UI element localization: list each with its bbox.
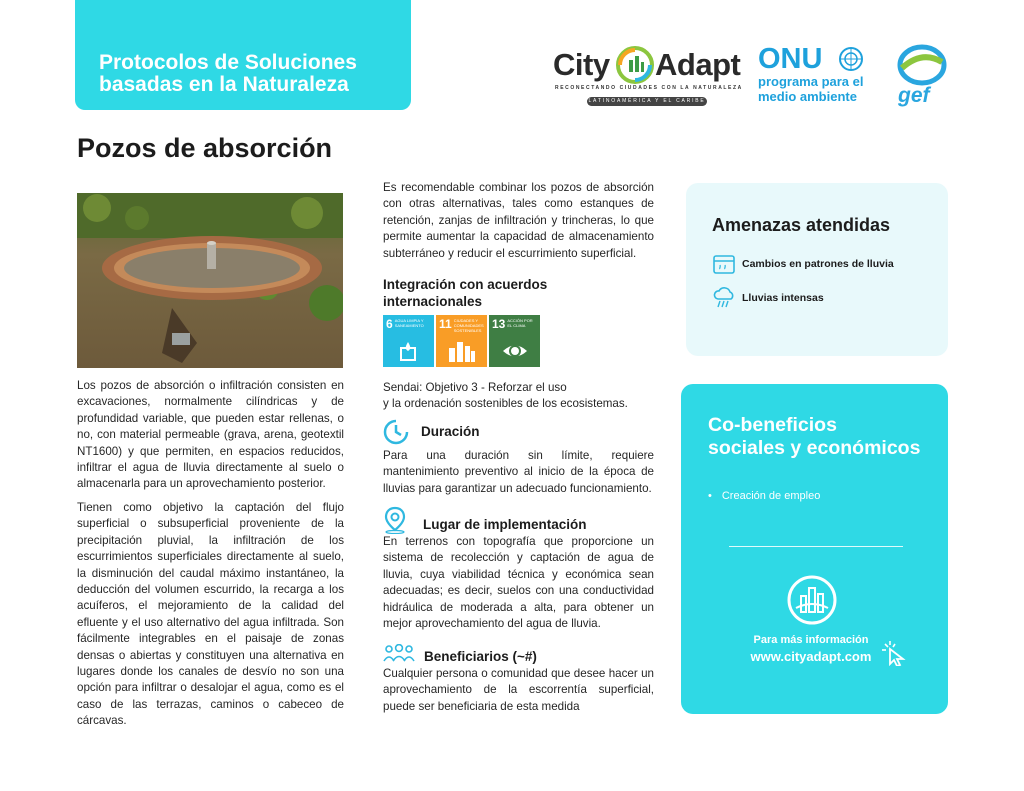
cityadapt-word-adapt: Adapt bbox=[655, 47, 741, 82]
location-text: En terrenos con topografía que proporcione un sistema de recolección y captación de agua de lluvia, cuya viabilidad técnica y económica sean adecuadas; es decir, suelos con una conductividad hidráulica de moderada a alta, para obtener un mejor aprovechamiento del agua de lluvia. bbox=[383, 535, 654, 631]
sdg-label: CIUDADES Y COMUNIDADES SOSTENIBLES bbox=[453, 318, 484, 333]
gef-swirl-icon bbox=[896, 42, 948, 88]
beneficiaries-heading: Beneficiarios (~#) bbox=[424, 649, 537, 664]
sdg-number: 11 bbox=[439, 317, 452, 331]
cobenefit-list-item bbox=[708, 490, 820, 502]
sdg-11-tile bbox=[436, 315, 487, 367]
location-pin-icon bbox=[383, 506, 407, 534]
sendai-line1: Sendai: Objetivo 3 - Reforzar el uso bbox=[383, 381, 567, 394]
description-paragraph-2: Tienen como objetivo la captación del flujo superficial o subsuperficial proveniente de la precipitación pluvial, la infiltración de los escurrimientos superficiales directamente al suelo, la disminución del caudal máximo instantáneo, la deducción del volumen escurrido, la recarga a los acuíferos, el mejoramiento de la calidad del efluente y el uso alternativo del agua infiltrada. Son fácilmente integrables en el paisaje de zonas densas o abiertas y constituyen una alternativa en lugares donde los canales de desvío no son una opción para infiltrar o desalojar el agua, como es el caso de las terrazas, caminos o cabeceo de cárcavas. bbox=[77, 501, 344, 728]
onu-subtitle-line1: programa para el bbox=[758, 74, 864, 89]
onu-title: ONU bbox=[758, 43, 823, 75]
cityadapt-emblem-icon bbox=[616, 46, 654, 84]
gef-wordmark: gef bbox=[898, 84, 930, 107]
more-info-label: Para más información bbox=[753, 634, 869, 646]
threats-title: Amenazas atendidas bbox=[712, 215, 891, 235]
eye-globe-icon bbox=[501, 340, 529, 362]
people-group-icon bbox=[383, 644, 415, 664]
cursor-click-icon bbox=[879, 640, 907, 666]
heavy-rain-cloud-icon bbox=[712, 287, 736, 309]
city-buildings-icon bbox=[448, 340, 476, 362]
integration-heading bbox=[383, 276, 547, 310]
recommendation-paragraph: Es recomendable combinar los pozos de absorción con otras alternativas, tales como estanques de retención, zanjas de infiltración y trincheras, lo que permite aumentar la capacidad de almacenamiento subterráneo y reducir el escurrimiento superficial. bbox=[383, 181, 654, 260]
sdg-13-tile bbox=[489, 315, 540, 367]
integration-heading-line1: Integración con acuerdos bbox=[383, 277, 548, 292]
page-title: Pozos de absorción bbox=[77, 133, 333, 163]
un-emblem-icon bbox=[838, 46, 864, 72]
water-drop-icon bbox=[395, 340, 421, 362]
cobenefit-label: Creación de empleo bbox=[721, 490, 821, 502]
threats-card bbox=[686, 183, 948, 356]
bullet-icon: • bbox=[708, 490, 712, 502]
cobenefits-title-line2: sociales y económicos bbox=[708, 437, 921, 459]
cityadapt-logo bbox=[553, 45, 743, 111]
sdg-number: 6 bbox=[386, 317, 393, 331]
duration-heading: Duración bbox=[421, 424, 480, 439]
threat-label: Cambios en patrones de lluvia bbox=[742, 258, 894, 270]
onu-subtitle-line2: medio ambiente bbox=[758, 89, 857, 104]
banner-title-line1: Protocolos de Soluciones bbox=[99, 51, 357, 74]
absorption-well-photo bbox=[77, 193, 343, 368]
sendai-objective bbox=[383, 380, 683, 413]
integration-heading-line2: internacionales bbox=[383, 294, 483, 309]
sdg-number: 13 bbox=[492, 317, 506, 331]
cobenefits-title bbox=[708, 414, 920, 460]
header-banner bbox=[75, 0, 411, 110]
cobenefits-card bbox=[681, 384, 948, 714]
location-heading: Lugar de implementación bbox=[423, 517, 587, 532]
cityadapt-tagline: RECONECTANDO CIUDADES CON LA NATURALEZA bbox=[555, 85, 743, 91]
description-paragraph-1: Los pozos de absorción o infiltración consisten en excavaciones, normalmente cilíndricas y de profundidad variable, que pueden estar rellenas, o no, con material permeable (grava, arena, geotextil NT1600) y que permiten, en espacios reducidos, infiltrar el agua de lluvia directamente al suelo o almacenarla para un aprovechamiento posterior. bbox=[77, 379, 344, 491]
cityadapt-region: LATINOAMÉRICA Y EL CARIBE bbox=[588, 98, 706, 104]
beneficiaries-text: Cualquier persona o comunidad que desee hacer un aprovechamiento de la escorrentía superficial, puede ser beneficiaria de esta medida bbox=[383, 667, 654, 713]
sendai-line2: y la ordenación sostenibles de los ecosistemas. bbox=[383, 397, 628, 411]
onu-logo bbox=[758, 44, 870, 112]
sdg-6-tile bbox=[383, 315, 434, 367]
cityadapt-word-city: City bbox=[553, 47, 610, 82]
divider bbox=[729, 546, 903, 547]
gef-logo bbox=[894, 42, 950, 110]
threat-label: Lluvias intensas bbox=[742, 292, 824, 304]
rain-calendar-icon bbox=[712, 253, 736, 275]
sdg-label: AGUA LIMPIA Y SANEAMIENTO bbox=[394, 318, 424, 328]
cobenefits-title-line1: Co-beneficios bbox=[708, 414, 837, 436]
cityadapt-emblem-icon bbox=[786, 574, 838, 626]
threat-item bbox=[712, 287, 824, 309]
sdg-label: ACCIÓN POR EL CLIMA bbox=[507, 318, 533, 328]
website-link[interactable]: www.cityadapt.com bbox=[750, 649, 872, 664]
duration-text: Para una duración sin límite, requiere mantenimiento preventivo al inicio de la época de lluvias para garantizar un adecuado funcionamiento. bbox=[383, 449, 654, 495]
threat-item bbox=[712, 253, 894, 275]
banner-title-line2: basadas en la Naturaleza bbox=[99, 73, 349, 96]
clock-icon bbox=[383, 419, 409, 445]
